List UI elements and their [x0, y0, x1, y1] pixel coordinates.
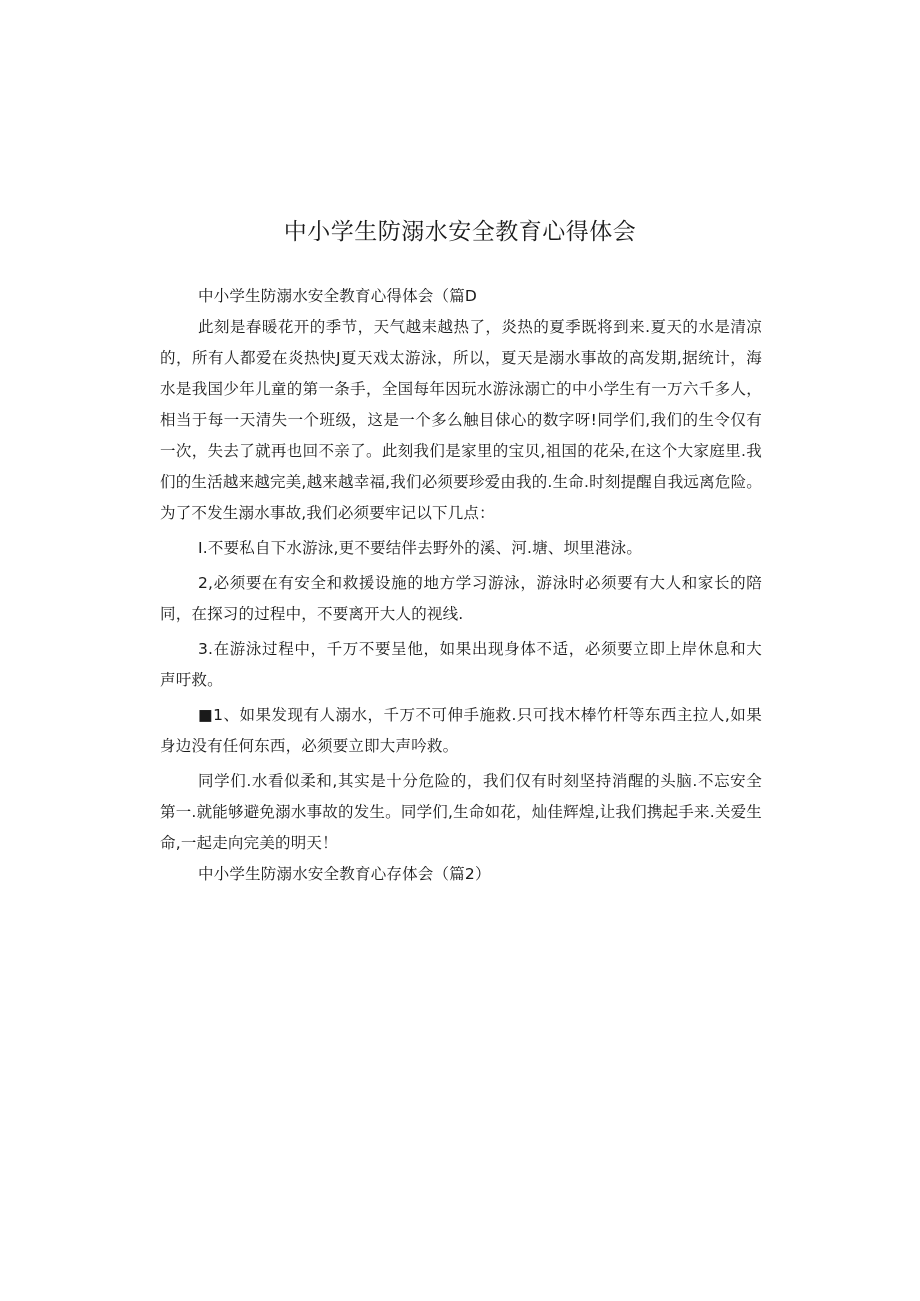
intro-paragraph: 此刻是春暖花开的季节，天气越耒越热了，炎热的夏季既将到来.夏天的水是清凉的，所有人都爱在炎热快J夏天戏太游泳，所以，夏天是溺水事故的高发期,据统计，海水是我国少年儿童的第一条手，全国每年因玩水游泳溺亡的中小学生有一万六千多人，相当于每一天清失一个班级，这是一个多么触目俅心的数字呀!同学们,我们的生令仅有一次，失去了就再也回不亲了。此刻我们是家里的宝贝,祖国的花朵,在这个大家庭里.我们的生活越来越完美,越来越幸福,我们必须要珍爱由我的.生命.时刻提醒自我远离危险。为了不发生溺水事故,我们必须要牢记以下几点： [160, 318, 762, 522]
closing-paragraph: 同学们.水看似柔和,其实是十分危险的，我们仅有时刻坚持消醒的头脑.不忘安全第一.就能够避免溺水事故的发生。同学们,生命如花，灿佳辉煌,让我们携起手来.关爱生命,一起走向完美的明天！ [160, 772, 762, 852]
document-title: 中小学生防溺水安全教育心得体会 [283, 219, 637, 245]
section-2-heading: 中小学生防溺水安全教育心存体会（篇2） [198, 865, 491, 883]
rule-item-1: I.不要私自下水游泳,更不要结伴去野外的溪、河.塘、坝里港泳。 [198, 539, 643, 557]
document-body [160, 281, 762, 890]
rule-item-4: ■1、如果发现有人溺水，千万不可伸手施救.只可找木棒竹杆等东西主拉人,如果身边没有任何东西，必须要立即大声吟救。 [160, 706, 762, 755]
rule-item-3: 3.在游泳过程中，千万不要呈他，如果出现身体不适，必须要立即上岸休息和大声吁救。 [160, 640, 762, 689]
rule-item-2: 2,必须要在有安全和救援设施的地方学习游泳，游泳时必须要有大人和家长的陪同，在探习的过程中，不要离开大人的视线. [160, 574, 762, 623]
section-1-heading: 中小学生防溺水安全教育心得体会（篇D [198, 287, 478, 305]
